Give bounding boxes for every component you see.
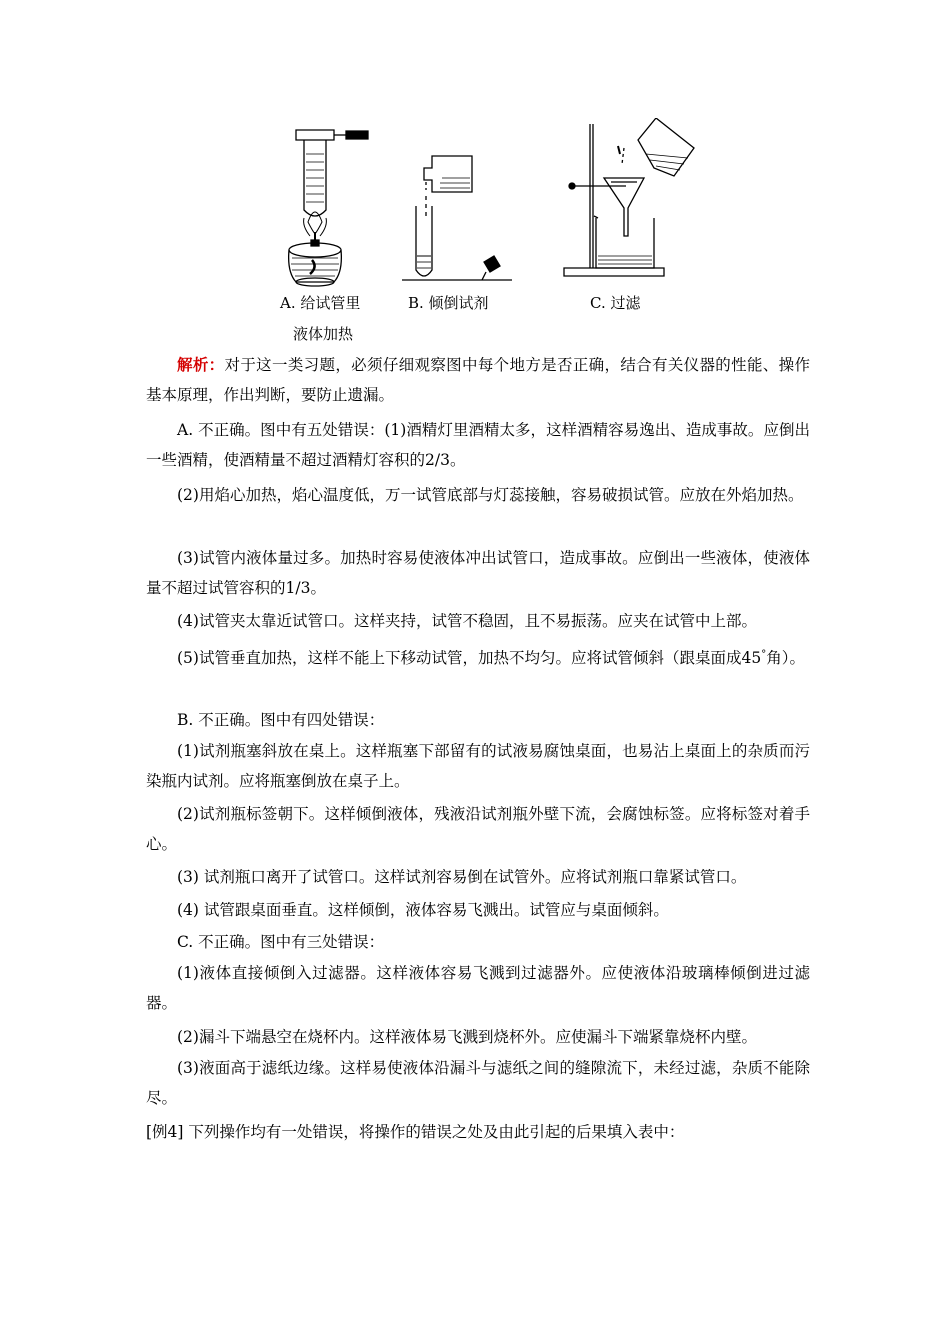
caption-a-line1: A. 给试管里 [280, 294, 361, 312]
analysis-a2: (2)用焰心加热，焰心温度低，万一试管底部与灯蕊接触，容易破损试管。应放在外焰加热。 [177, 486, 804, 504]
analysis-a4: (4)试管夹太靠近试管口。这样夹持，试管不稳固，且不易振荡。应夹在试管中上部。 [177, 612, 757, 630]
figure-b-pouring [402, 150, 512, 286]
analysis-b3: (3) 试剂瓶口离开了试管口。这样试剂容易倒在试管外。应将试剂瓶口靠紧试管口。 [177, 868, 747, 886]
analysis-a5-text: (5)试管垂直加热，这样不能上下移动试管，加热不均匀。应将试管倾斜（跟桌面成45 [177, 649, 762, 668]
analysis-a-head: A. 不正确。图中有五处错误：(1)酒精灯里酒精太多，这样酒精容易逸出、造成事故。应倒出一些酒精，使酒精量不超过酒精灯容积的2/3。 [146, 421, 810, 469]
analysis-a5 [146, 640, 810, 673]
analysis-a3: (3)试管内液体量过多。加热时容易使液体冲出试管口，造成事故。应倒出一些液体，使液体量不超过试管容积的1/3。 [146, 549, 810, 597]
analysis-b4: (4) 试管跟桌面垂直。这样倾倒，液体容易飞溅出。试管应与桌面倾斜。 [177, 901, 669, 919]
caption-b: B. 倾倒试剂 [408, 294, 489, 312]
analysis-c2: (2)漏斗下端悬空在烧杯内。这样液体易飞溅到烧杯外。应使漏斗下端紧靠烧杯内壁。 [177, 1028, 757, 1046]
analysis-c3: (3)液面高于滤纸边缘。这样易使液体沿漏斗与滤纸之间的缝隙流下，未经过滤，杂质不能除尽。 [146, 1059, 810, 1107]
analysis-b2: (2)试剂瓶标签朝下。这样倾倒液体，残液沿试剂瓶外壁下流，会腐蚀标签。应将标签对着手心。 [146, 805, 810, 853]
figure-c-filtration [556, 118, 696, 284]
analysis-c1: (1)液体直接倾倒入过滤器。这样液体容易飞溅到过滤器外。应使液体沿玻璃棒倾倒进过滤器。 [146, 964, 810, 1012]
analysis-intro-text: 对于这一类习题，必须仔细观察图中每个地方是否正确，结合有关仪器的性能、操作基本原理，作出判断，要防止遗漏。 [146, 356, 810, 404]
degree-sign: ° [761, 649, 767, 660]
analysis-b1: (1)试剂瓶塞斜放在桌上。这样瓶塞下部留有的试液易腐蚀桌面，也易沾上桌面上的杂质而污染瓶内试剂。应将瓶塞倒放在桌子上。 [146, 742, 810, 790]
example-4-question: [例4] 下列操作均有一处错误，将操作的错误之处及由此引起的后果填入表中： [146, 1123, 685, 1141]
figure-a-heating [284, 122, 374, 292]
caption-c: C. 过滤 [590, 294, 641, 312]
caption-a-line2: 液体加热 [293, 325, 354, 343]
analysis-b-head: B. 不正确。图中有四处错误： [177, 711, 385, 729]
analysis-label: 解析： [177, 355, 225, 374]
analysis-a5-end: 角）。 [766, 649, 805, 668]
analysis-c-head: C. 不正确。图中有三处错误： [177, 933, 385, 951]
analysis-intro [146, 350, 810, 410]
